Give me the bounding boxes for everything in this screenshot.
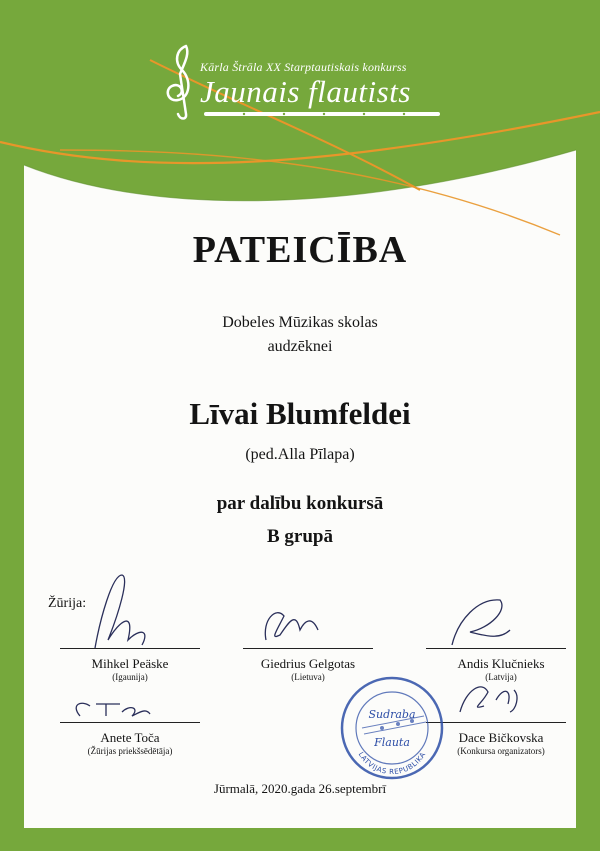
signature-andis	[452, 600, 510, 645]
signature-line-5	[426, 722, 566, 723]
recipient-name: Līvai Blumfeldei	[189, 396, 411, 431]
signature-giedrius	[265, 613, 318, 640]
certificate-heading: PATEICĪBA	[192, 229, 408, 271]
jury-country-2: (Lietuva)	[291, 672, 325, 682]
jury-country-1: (Igaunija)	[112, 672, 148, 682]
jury-name-1: Mihkel Peäske	[91, 656, 169, 671]
signature-line-3	[426, 648, 566, 649]
jury-name-3: Andis Klučnieks	[457, 656, 545, 671]
jury-name-4: Anete Toča	[100, 730, 160, 745]
signature-line-1	[60, 648, 200, 649]
group-text: B grupā	[267, 526, 333, 547]
participation-text: par dalību konkursā	[216, 493, 384, 514]
jury-country-3: (Latvija)	[485, 672, 517, 682]
recipient-role: audzēknei	[267, 338, 333, 355]
place-and-date: Jūrmalā, 2020.gada 26.septembrī	[213, 781, 387, 796]
jury-country-5: (Konkursa organizators)	[457, 746, 545, 756]
teacher-name: (ped.Alla Pīlapa)	[245, 446, 355, 463]
stamp-inner-text-2: Flauta	[374, 736, 410, 749]
logo-title: Jaunais flautists	[200, 74, 411, 109]
jury-name-2: Giedrius Gelgotas	[260, 656, 356, 671]
jury-country-4: (Žūrijas priekšsēdētāja)	[87, 746, 173, 756]
logo-subtitle: Kārla Štrāla XX Starptautiskais konkurss	[200, 60, 407, 74]
school-name: Dobeles Mūzikas skolas	[222, 314, 378, 331]
official-stamp	[338, 674, 446, 782]
stamp-inner-text-1: Sudraba	[368, 708, 416, 721]
stamp-outer-text: LATVIJAS REPUBLIKA	[356, 750, 428, 777]
signature-mihkel	[95, 575, 145, 648]
jury-label: Žūrija:	[48, 596, 87, 611]
signature-line-2	[243, 648, 373, 649]
signature-dace	[460, 687, 517, 712]
jury-name-5: Dace Bičkovska	[458, 730, 544, 745]
signature-anete	[76, 703, 150, 716]
signature-line-4	[60, 722, 200, 723]
